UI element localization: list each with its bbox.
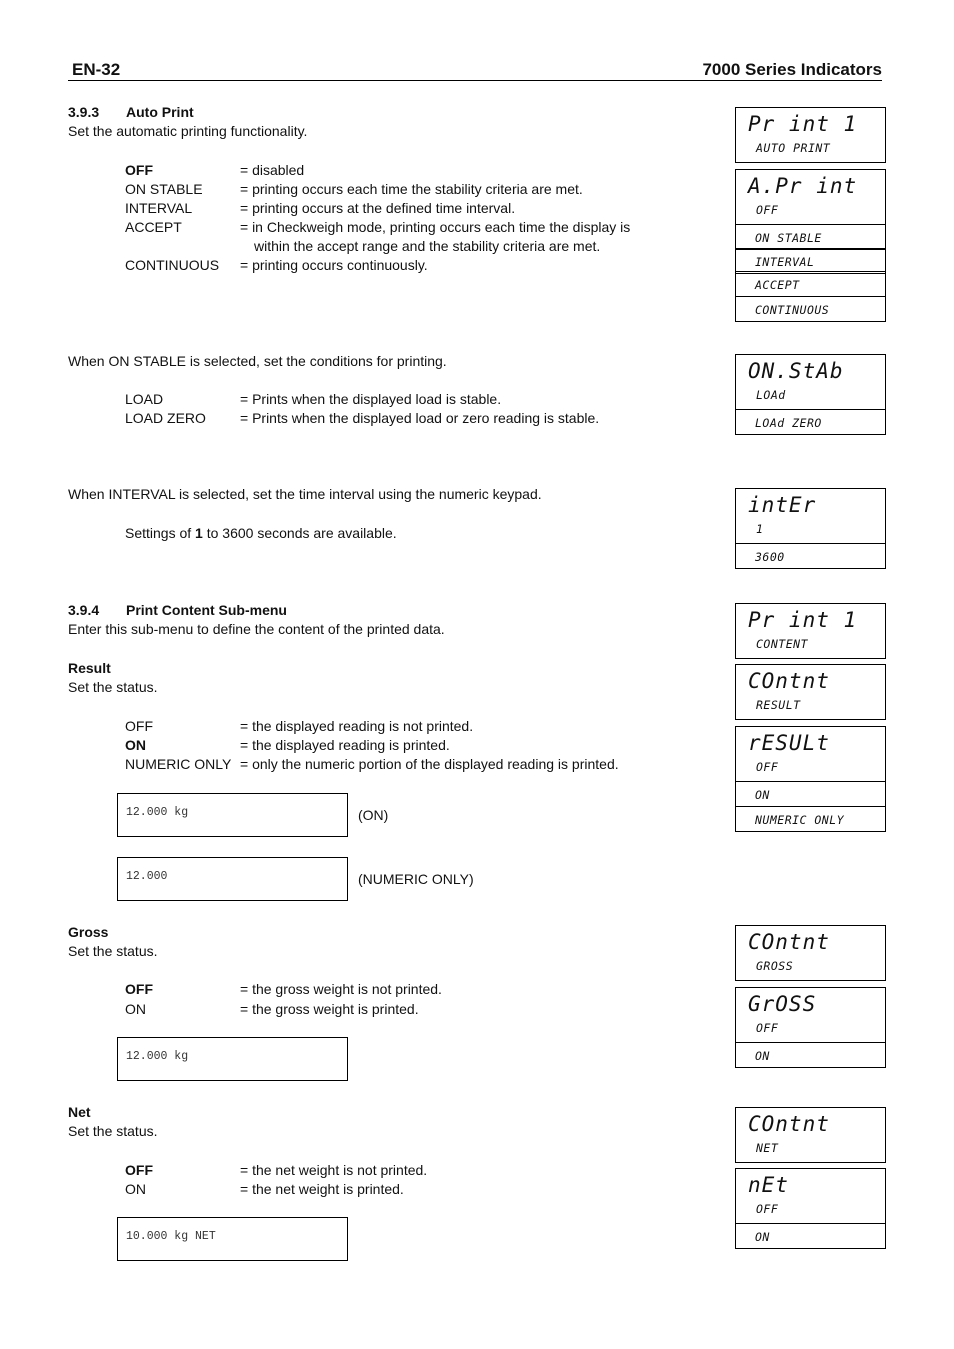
option-desc: = Prints when the displayed load or zero reading is stable. <box>240 410 600 426</box>
interval-intro: When INTERVAL is selected, set the time interval using the numeric keypad. <box>68 486 542 502</box>
lcd-main: intEr <box>748 493 817 517</box>
section-intro: Enter this sub-menu to define the content of the printed data. <box>68 621 445 637</box>
lcd-option-row: ON <box>735 1042 886 1068</box>
interval-settings <box>125 524 397 543</box>
lcd-display-print1-content <box>735 603 886 659</box>
lcd-display-inter <box>735 488 886 544</box>
option-name: LOAD ZERO <box>125 410 206 426</box>
lcd-main: COntnt <box>748 930 830 954</box>
subheading-gross: Gross <box>68 924 109 940</box>
lcd-main: COntnt <box>748 669 830 693</box>
lcd-main: A.Pr int <box>748 174 858 198</box>
section-heading-auto-print <box>68 104 194 120</box>
option-name: ON <box>125 737 146 753</box>
lcd-display-print1-auto <box>735 107 886 163</box>
lcd-sub: GROSS <box>756 959 794 973</box>
lcd-sub: OFF <box>756 760 779 774</box>
lcd-option-row: ON <box>735 781 886 807</box>
option-name: INTERVAL <box>125 200 193 216</box>
printout-sample-label: (NUMERIC ONLY) <box>358 871 474 887</box>
lcd-main: COntnt <box>748 1112 830 1136</box>
lcd-sub: CONTENT <box>756 637 808 651</box>
lcd-display-content-gross <box>735 925 886 981</box>
lcd-sub: LOAd <box>756 388 786 402</box>
interval-settings-pre: Settings of <box>125 525 196 541</box>
lcd-display-result <box>735 726 886 782</box>
option-name: OFF <box>125 1162 153 1178</box>
result-intro: Set the status. <box>68 679 158 695</box>
section-number: 3.9.3 <box>68 104 100 120</box>
lcd-sub: OFF <box>756 1021 779 1035</box>
lcd-display-aprint <box>735 169 886 225</box>
lcd-main: rESULt <box>748 731 830 755</box>
option-name: OFF <box>125 981 153 997</box>
option-desc-continued: within the accept range and the stability criteria are met. <box>254 238 601 254</box>
lcd-sub: AUTO PRINT <box>756 141 831 155</box>
section-intro: Set the automatic printing functionality. <box>68 123 308 139</box>
document-title: 7000 Series Indicators <box>702 60 882 79</box>
option-name: LOAD <box>125 391 164 407</box>
option-desc: = printing occurs each time the stability criteria are met. <box>240 181 583 197</box>
lcd-option-row: LOAd ZERO <box>735 409 886 435</box>
gross-intro: Set the status. <box>68 943 158 959</box>
option-name: NUMERIC ONLY <box>125 756 232 772</box>
lcd-option-row: 3600 <box>735 543 886 569</box>
interval-settings-post: to 3600 seconds are available. <box>202 525 397 541</box>
option-desc: = Prints when the displayed load is stable. <box>240 391 502 407</box>
option-name: CONTINUOUS <box>125 257 220 273</box>
option-name: ON <box>125 1001 146 1017</box>
lcd-display-net <box>735 1168 886 1224</box>
lcd-sub: NET <box>756 1141 779 1155</box>
lcd-display-onstab <box>735 354 886 410</box>
option-desc: = printing occurs continuously. <box>240 257 428 273</box>
lcd-option-row: ACCEPT <box>735 271 886 297</box>
option-desc: = the net weight is printed. <box>240 1181 404 1197</box>
header-rule <box>68 80 882 81</box>
option-name: ON STABLE <box>125 181 203 197</box>
printout-sample: 12.000 <box>117 857 348 901</box>
lcd-display-gross <box>735 987 886 1043</box>
lcd-sub: OFF <box>756 1202 779 1216</box>
lcd-option-row: NUMERIC ONLY <box>735 806 886 832</box>
lcd-option-row: INTERVAL <box>735 248 886 274</box>
option-desc: = the gross weight is not printed. <box>240 981 442 997</box>
option-desc: = the displayed reading is printed. <box>240 737 450 753</box>
lcd-display-content-result <box>735 664 886 720</box>
option-desc: = the displayed reading is not printed. <box>240 718 474 734</box>
page-id: EN-32 <box>72 60 121 79</box>
printout-sample: 12.000 kg <box>117 793 348 837</box>
subheading-result: Result <box>68 660 111 676</box>
section-title: Auto Print <box>126 104 194 120</box>
lcd-sub: RESULT <box>756 698 801 712</box>
lcd-main: ON.StAb <box>748 359 844 383</box>
option-name: ACCEPT <box>125 219 182 235</box>
option-desc: = in Checkweigh mode, printing occurs each time the display is <box>240 219 631 235</box>
lcd-main: Pr int 1 <box>748 608 858 632</box>
option-desc: = the net weight is not printed. <box>240 1162 428 1178</box>
section-heading-print-content <box>68 602 287 618</box>
option-name: ON <box>125 1181 146 1197</box>
printout-sample: 10.000 kg NET <box>117 1217 348 1261</box>
lcd-option-row: CONTINUOUS <box>735 296 886 322</box>
lcd-main: nEt <box>748 1173 789 1197</box>
section-number: 3.9.4 <box>68 602 100 618</box>
subheading-net: Net <box>68 1104 91 1120</box>
option-desc: = the gross weight is printed. <box>240 1001 419 1017</box>
option-desc: = only the numeric portion of the displayed reading is printed. <box>240 756 619 772</box>
option-desc: = disabled <box>240 162 305 178</box>
option-desc: = printing occurs at the defined time interval. <box>240 200 516 216</box>
net-intro: Set the status. <box>68 1123 158 1139</box>
lcd-option-row: ON STABLE <box>735 224 886 250</box>
lcd-sub: OFF <box>756 203 779 217</box>
option-name: OFF <box>125 162 153 178</box>
lcd-main: GrOSS <box>748 992 817 1016</box>
section-title: Print Content Sub-menu <box>126 602 287 618</box>
interval-settings-min: 1 <box>195 525 203 541</box>
printout-sample-label: (ON) <box>358 807 389 823</box>
on-stable-intro: When ON STABLE is selected, set the conditions for printing. <box>68 353 447 369</box>
printout-sample: 12.000 kg <box>117 1037 348 1081</box>
lcd-main: Pr int 1 <box>748 112 858 136</box>
lcd-display-content-net <box>735 1107 886 1163</box>
lcd-sub: 1 <box>756 522 764 536</box>
lcd-option-row: ON <box>735 1223 886 1249</box>
option-name: OFF <box>125 718 153 734</box>
